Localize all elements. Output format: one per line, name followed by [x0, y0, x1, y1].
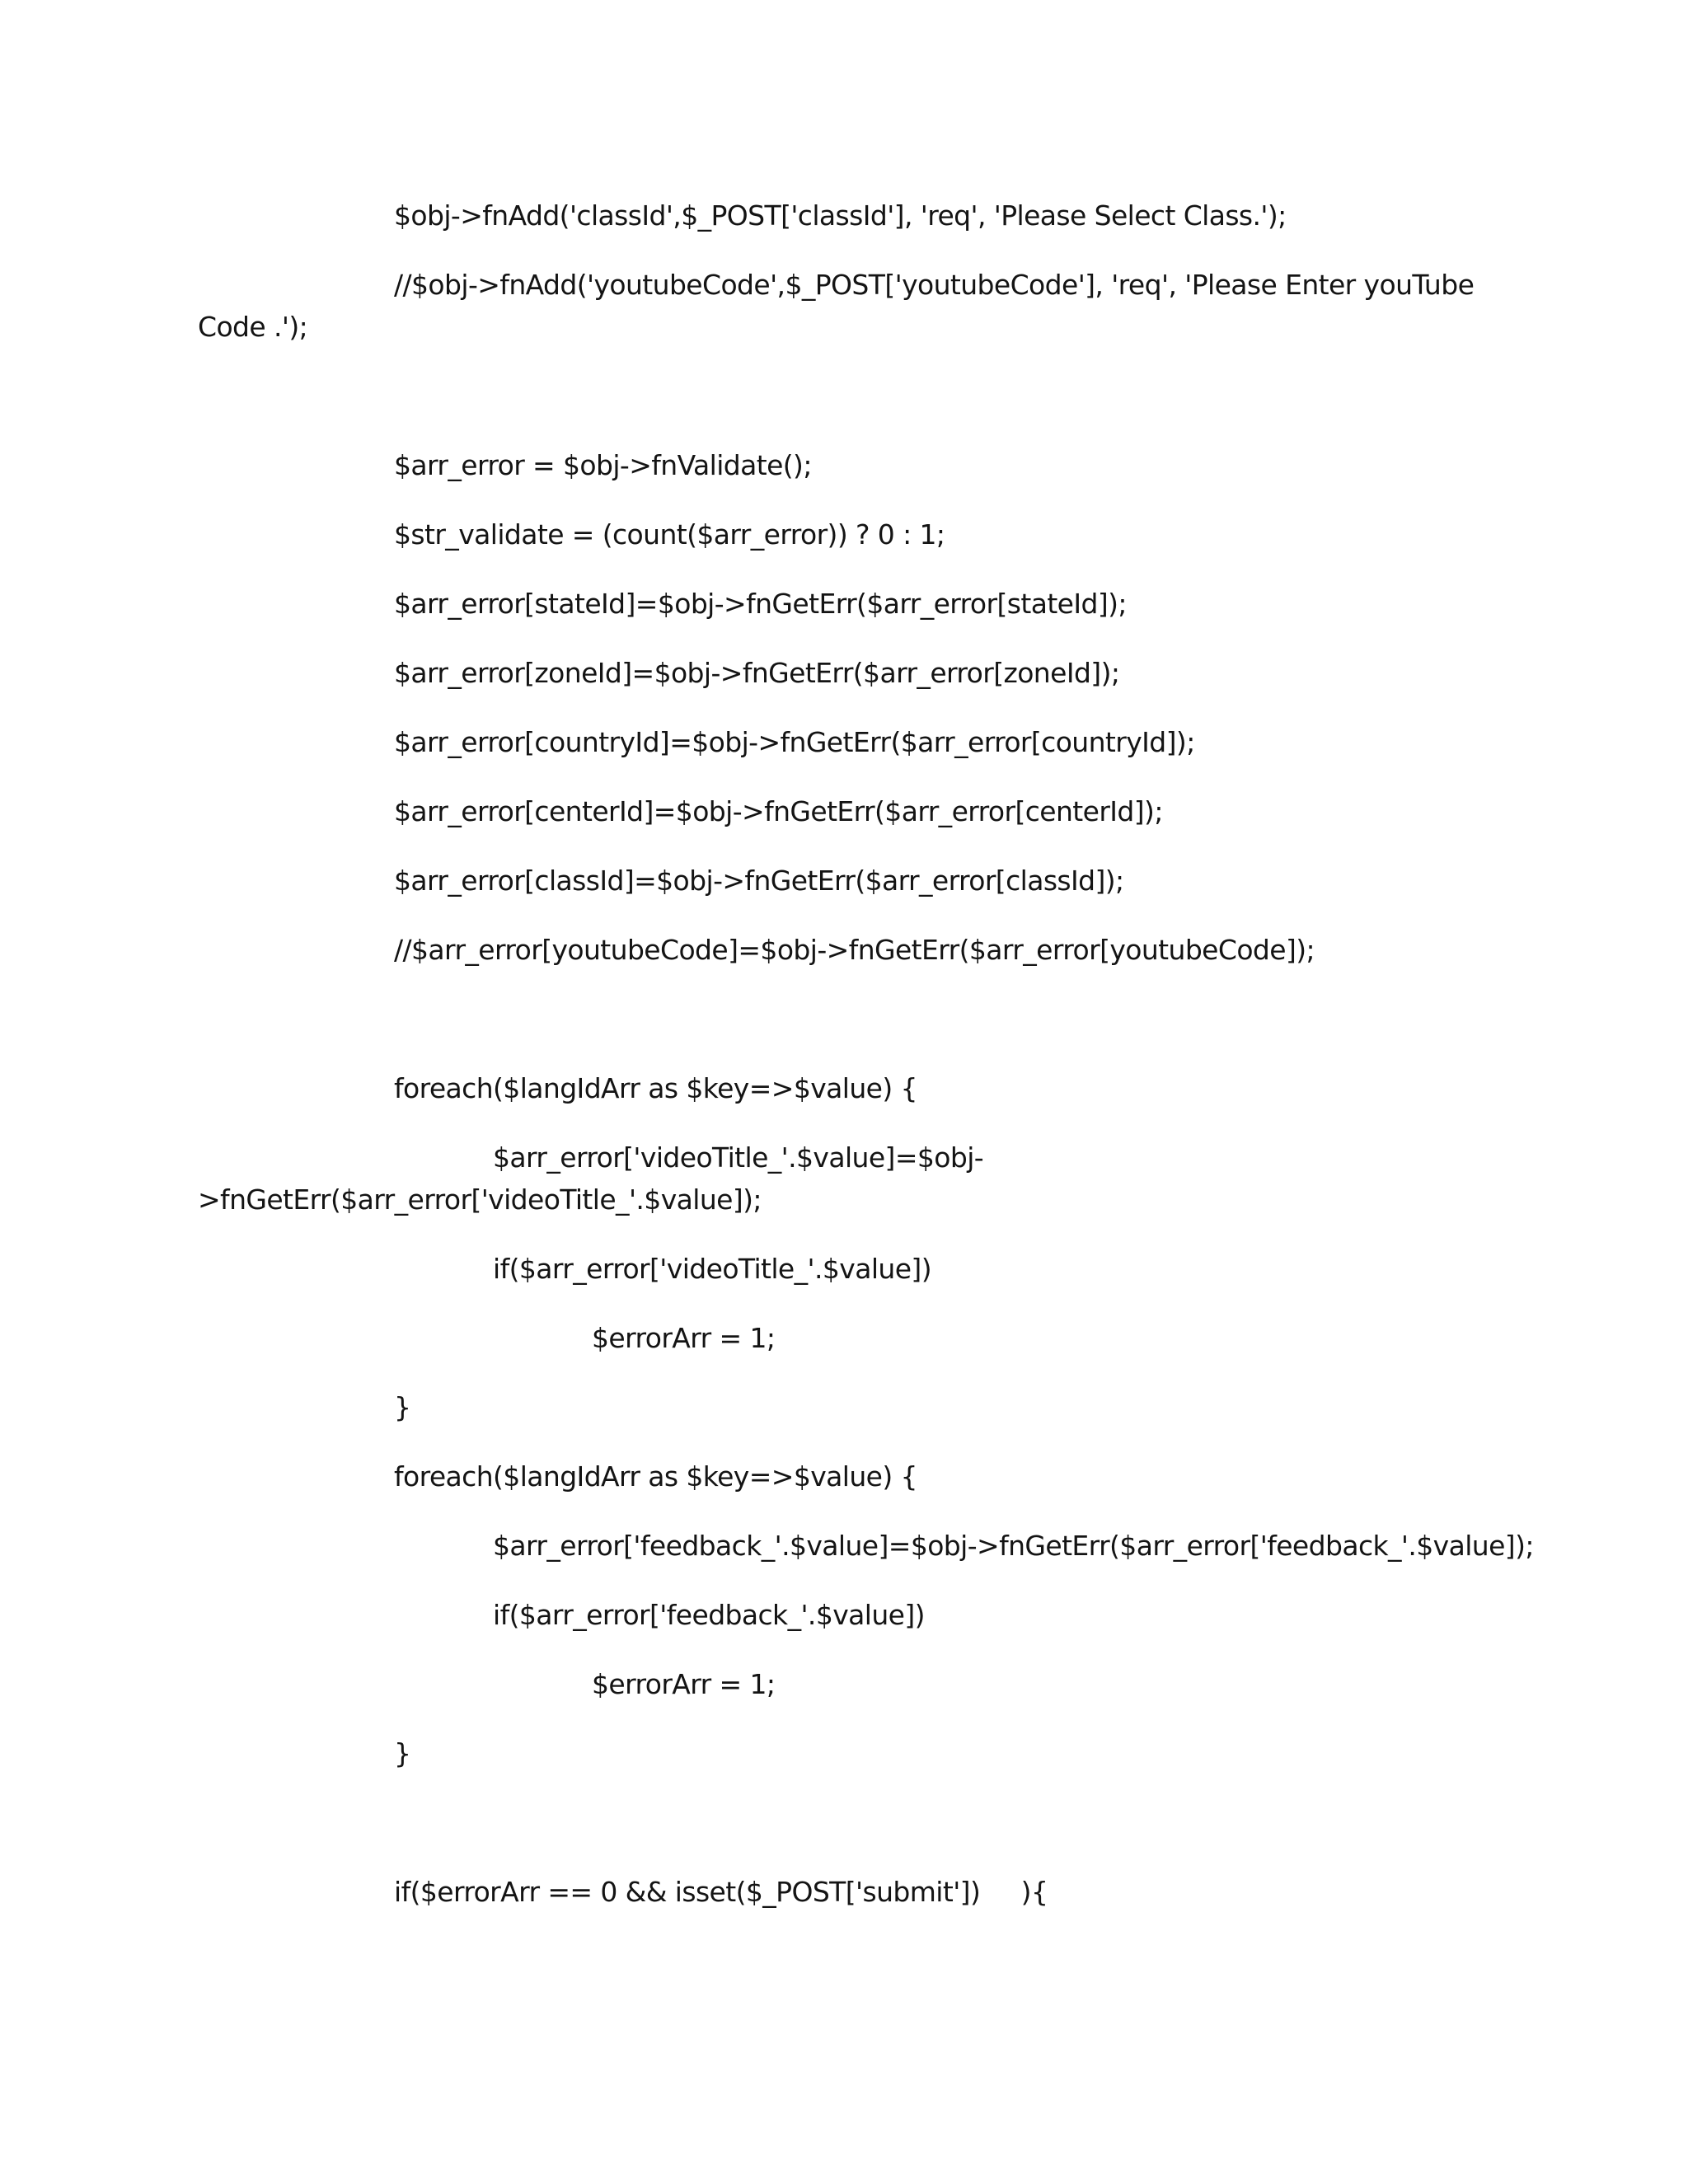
code-line: }: [394, 1737, 411, 1769]
code-line: //$obj->fnAdd('youtubeCode',$_POST['youtubeCode'], 'req', 'Please Enter youTube: [394, 269, 1475, 301]
code-line: $obj->fnAdd('classId',$_POST['classId'], 'req', 'Please Select Class.');: [394, 199, 1287, 232]
code-line: $arr_error['feedback_'.$value]=$obj->fnGetErr($arr_error['feedback_'.$value]);: [493, 1530, 1534, 1562]
code-line: $arr_error[stateId]=$obj->fnGetErr($arr_error[stateId]);: [394, 588, 1127, 620]
code-line: $errorArr = 1;: [592, 1322, 776, 1354]
code-line: $errorArr = 1;: [592, 1668, 776, 1700]
code-line: //$arr_error[youtubeCode]=$obj->fnGetErr($arr_error[youtubeCode]);: [394, 934, 1315, 966]
code-line: if($arr_error['videoTitle_'.$value]): [493, 1253, 931, 1285]
code-line: Code .');: [198, 311, 308, 343]
code-line: $arr_error[countryId]=$obj->fnGetErr($arr_error[countryId]);: [394, 726, 1195, 758]
code-line: >fnGetErr($arr_error['videoTitle_'.$value]);: [198, 1183, 762, 1216]
code-line: $arr_error[zoneId]=$obj->fnGetErr($arr_error[zoneId]);: [394, 657, 1120, 689]
code-line: if($errorArr == 0 && isset($_POST['submit']) ){: [394, 1876, 1048, 1908]
code-line: $arr_error = $obj->fnValidate();: [394, 449, 812, 481]
code-line: $arr_error[centerId]=$obj->fnGetErr($arr_error[centerId]);: [394, 795, 1163, 827]
code-line: $str_validate = (count($arr_error)) ? 0 : 1;: [394, 518, 945, 551]
code-line: foreach($langIdArr as $key=>$value) {: [394, 1460, 917, 1493]
code-line: if($arr_error['feedback_'.$value]): [493, 1599, 925, 1631]
code-line: foreach($langIdArr as $key=>$value) {: [394, 1072, 917, 1104]
code-line: $arr_error['videoTitle_'.$value]=$obj-: [493, 1141, 984, 1174]
code-line: }: [394, 1391, 411, 1423]
code-line: $arr_error[classId]=$obj->fnGetErr($arr_error[classId]);: [394, 865, 1124, 897]
